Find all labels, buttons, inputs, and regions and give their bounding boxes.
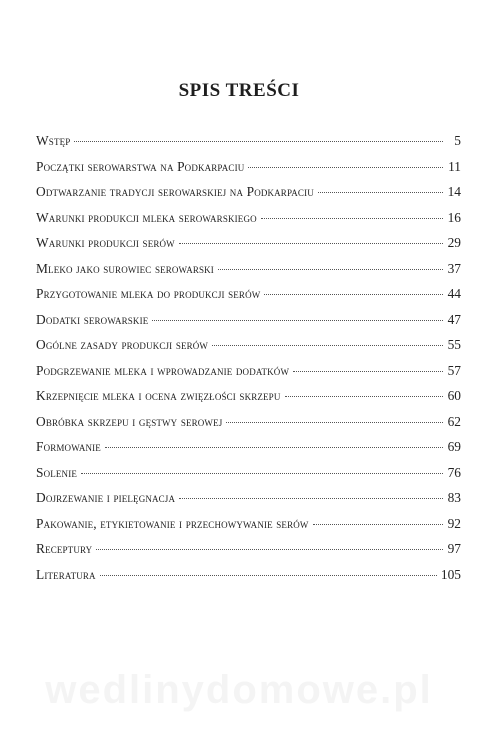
- toc-entry-page: 57: [447, 362, 461, 378]
- dot-leader: [100, 575, 437, 576]
- toc-entry-page: 37: [447, 260, 461, 276]
- toc-entry-label: Dodatki serowarskie: [36, 311, 149, 327]
- toc-entry: [36, 409, 461, 435]
- toc-entry: [36, 230, 461, 256]
- toc-entry-label: Odtwarzanie tradycji serowarskiej na Podkarpaciu: [36, 184, 314, 199]
- toc-entry-page: 97: [447, 541, 461, 556]
- toc-entry-page: 55: [447, 337, 461, 352]
- page-title: SPIS TREŚCI: [178, 80, 300, 101]
- dot-leader: [285, 396, 444, 397]
- dot-leader: [313, 524, 443, 525]
- dot-leader: [318, 192, 443, 193]
- toc-entry-page: 29: [447, 235, 461, 250]
- toc-entry: [36, 332, 461, 358]
- toc-entry: [36, 383, 461, 409]
- toc-entry-page: 76: [447, 464, 461, 480]
- dot-leader: [96, 549, 443, 550]
- toc-entry-page: 60: [447, 388, 461, 403]
- toc-entry-page: 11: [448, 158, 461, 174]
- toc-entry-page: 44: [447, 286, 461, 301]
- toc-entry-page: 92: [447, 515, 461, 531]
- toc-entry-label: Receptury: [36, 541, 93, 556]
- table-of-contents: [36, 128, 461, 587]
- toc-entry-page: 47: [447, 311, 461, 327]
- dot-leader: [74, 141, 443, 142]
- toc-entry-label: Przygotowanie mleka do produkcji serów: [36, 286, 261, 301]
- dot-leader: [264, 294, 443, 295]
- toc-entry-label: Warunki produkcji serów: [36, 235, 175, 250]
- toc-entry-label: Warunki produkcji mleka serowarskiego: [36, 209, 257, 225]
- toc-entry: [36, 511, 461, 537]
- toc-entry: [36, 179, 461, 205]
- watermark: wedlinydomowe.pl: [45, 668, 433, 712]
- toc-entry-label: Mleko jako surowiec serowarski: [36, 260, 214, 276]
- dot-leader: [218, 269, 443, 270]
- dot-leader: [248, 167, 443, 168]
- toc-entry: [36, 281, 461, 307]
- toc-entry: [36, 434, 461, 460]
- toc-entry: [36, 562, 461, 588]
- toc-entry-page: 105: [440, 566, 461, 582]
- dot-leader: [105, 447, 443, 448]
- toc-entry-label: Formowanie: [36, 439, 101, 454]
- toc-entry: [36, 485, 461, 511]
- toc-entry-page: 14: [447, 184, 461, 199]
- toc-entry-label: Krzepnięcie mleka i ocena zwięzłości skrzepu: [36, 388, 281, 403]
- toc-entry: [36, 256, 461, 282]
- toc-entry-page: 5: [454, 133, 461, 148]
- toc-entry: [36, 358, 461, 384]
- toc-entry: [36, 460, 461, 486]
- toc-entry-label: Wstęp: [36, 133, 71, 148]
- toc-entry-page: 16: [447, 209, 461, 225]
- toc-entry-label: Solenie: [36, 464, 77, 480]
- dot-leader: [152, 320, 443, 321]
- dot-leader: [226, 422, 443, 423]
- toc-entry: [36, 154, 461, 180]
- dot-leader: [212, 345, 443, 346]
- toc-entry-label: Ogólne zasady produkcji serów: [36, 337, 209, 352]
- dot-leader: [293, 371, 443, 372]
- dot-leader: [261, 218, 443, 219]
- toc-entry-page: 62: [447, 413, 461, 429]
- toc-entry-label: Obróbka skrzepu i gęstwy serowej: [36, 413, 223, 429]
- toc-entry-label: Podgrzewanie mleka i wprowadzanie dodatków: [36, 362, 290, 378]
- dot-leader: [81, 473, 443, 474]
- toc-entry: [36, 205, 461, 231]
- toc-entry-label: Pakowanie, etykietowanie i przechowywanie serów: [36, 515, 309, 531]
- toc-entry: [36, 536, 461, 562]
- toc-entry-label: Dojrzewanie i pielęgnacja: [36, 490, 176, 505]
- toc-entry-page: 83: [447, 490, 461, 505]
- toc-entry-label: Literatura: [36, 566, 96, 582]
- dot-leader: [179, 243, 443, 244]
- toc-entry: [36, 128, 461, 154]
- toc-entry-label: Początki serowarstwa na Podkarpaciu: [36, 158, 245, 174]
- dot-leader: [179, 498, 443, 499]
- toc-entry: [36, 307, 461, 333]
- toc-entry-page: 69: [447, 439, 461, 454]
